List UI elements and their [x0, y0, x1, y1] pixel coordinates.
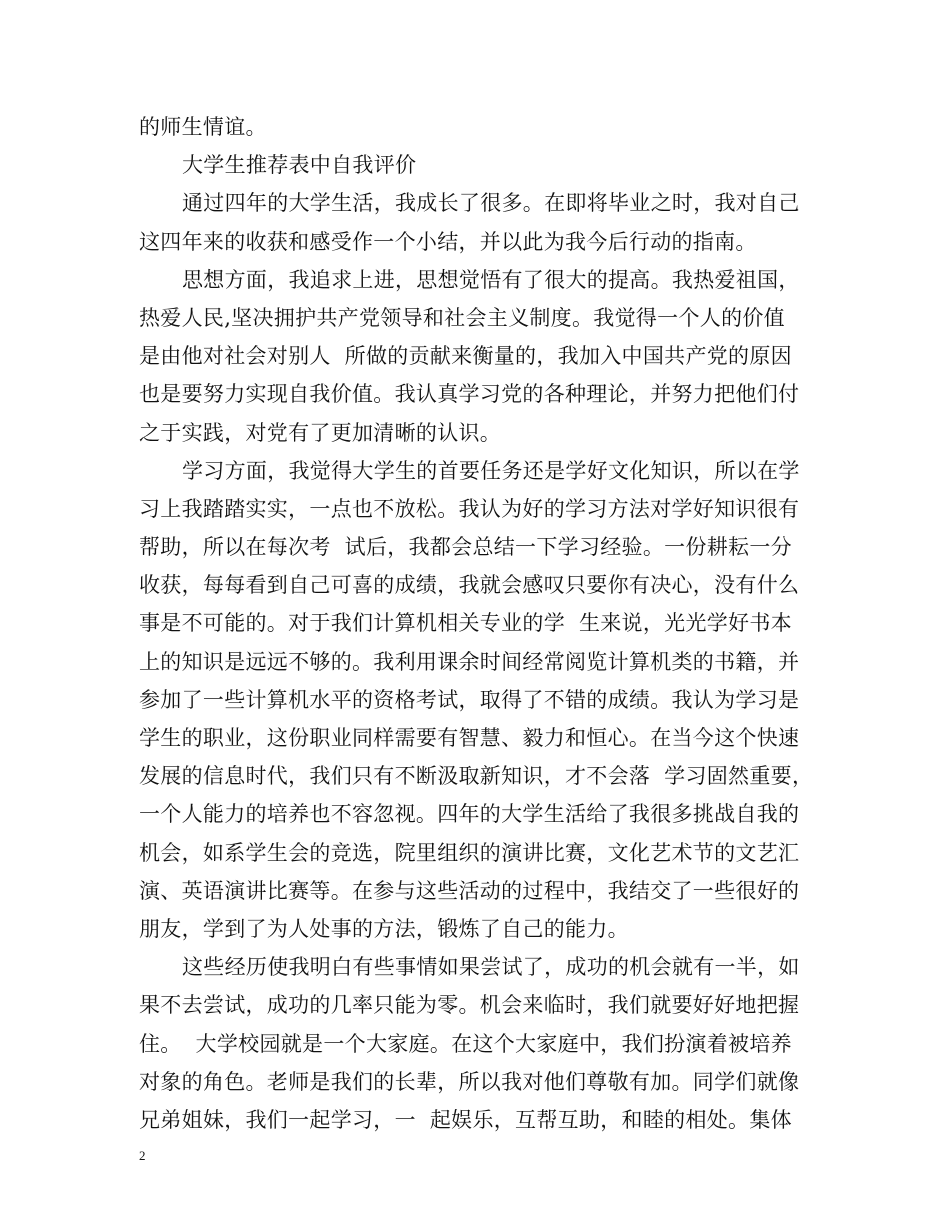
text-line: 上的知识是远远不够的。我利用课余时间经常阅览计算机类的书籍，并	[139, 649, 800, 674]
text-line: 是由他对社会对别人 所做的贡献来衡量的，我加入中国共产党的原因	[139, 344, 792, 369]
text-line: 这四年来的收获和感受作一个小结，并以此为我今后行动的指南。	[139, 229, 757, 254]
text-line: 发展的信息时代，我们只有不断汲取新知识，才不会落 学习固然重要，	[139, 764, 814, 789]
text-line: 一个人能力的培养也不容忽视。四年的大学生活给了我很多挑战自我的	[139, 802, 800, 827]
text-line: 热爱人民,坚决拥护共产党领导和社会主义制度。我觉得一个人的价值	[139, 305, 785, 330]
text-line: 朋友，学到了为人处事的方法，锻炼了自己的能力。	[139, 916, 629, 941]
text-line: 兄弟姐妹，我们一起学习，一 起娱乐，互帮互助，和睦的相处。集体	[139, 1107, 792, 1132]
text-line: 事是不可能的。对于我们计算机相关专业的学 生来说，光光学好书本	[139, 611, 792, 636]
text-line: 机会，如系学生会的竞选，院里组织的演讲比赛，文化艺术节的文艺汇	[139, 840, 800, 865]
text-line: 参加了一些计算机水平的资格考试，取得了不错的成绩。我认为学习是	[139, 687, 800, 712]
text-line: 思想方面，我追求上进，思想觉悟有了很大的提高。我热爱祖国，	[182, 267, 800, 292]
text-line: 学习方面，我觉得大学生的首要任务还是学好文化知识，所以在学	[182, 458, 800, 483]
text-line: 果不去尝试，成功的几率只能为零。机会来临时，我们就要好好地把握	[139, 993, 800, 1018]
text-line: 对象的角色。老师是我们的长辈，所以我对他们尊敬有加。同学们就像	[139, 1069, 800, 1094]
text-line: 收获，每每看到自己可喜的成绩，我就会感叹只要你有决心，没有什么	[139, 573, 800, 598]
text-line: 这些经历使我明白有些事情如果尝试了，成功的机会就有一半，如	[182, 955, 800, 980]
text-line: 之于实践，对党有了更加清晰的认识。	[139, 420, 502, 445]
text-line: 通过四年的大学生活，我成长了很多。在即将毕业之时，我对自己	[182, 191, 800, 216]
text-line: 大学生推荐表中自我评价	[182, 153, 417, 178]
text-line: 也是要努力实现自我价值。我认真学习党的各种理论，并努力把他们付	[139, 382, 800, 407]
text-line: 学生的职业，这份职业同样需要有智慧、毅力和恒心。在当今这个快速	[139, 726, 800, 750]
text-line: 演、英语演讲比赛等。在参与这些活动的过程中，我结交了一些很好的	[139, 878, 800, 903]
page-number: 2	[139, 1148, 146, 1163]
document-body	[139, 108, 819, 1139]
text-line: 帮助，所以在每次考 试后，我都会总结一下学习经验。一份耕耘一分	[139, 535, 792, 560]
text-line: 住。 大学校园就是一个大家庭。在这个大家庭中，我们扮演着被培养	[139, 1031, 792, 1056]
text-line: 的师生情谊。	[139, 115, 267, 139]
text-line: 习上我踏踏实实，一点也不放松。我认为好的学习方法对学好知识很有	[139, 496, 800, 521]
